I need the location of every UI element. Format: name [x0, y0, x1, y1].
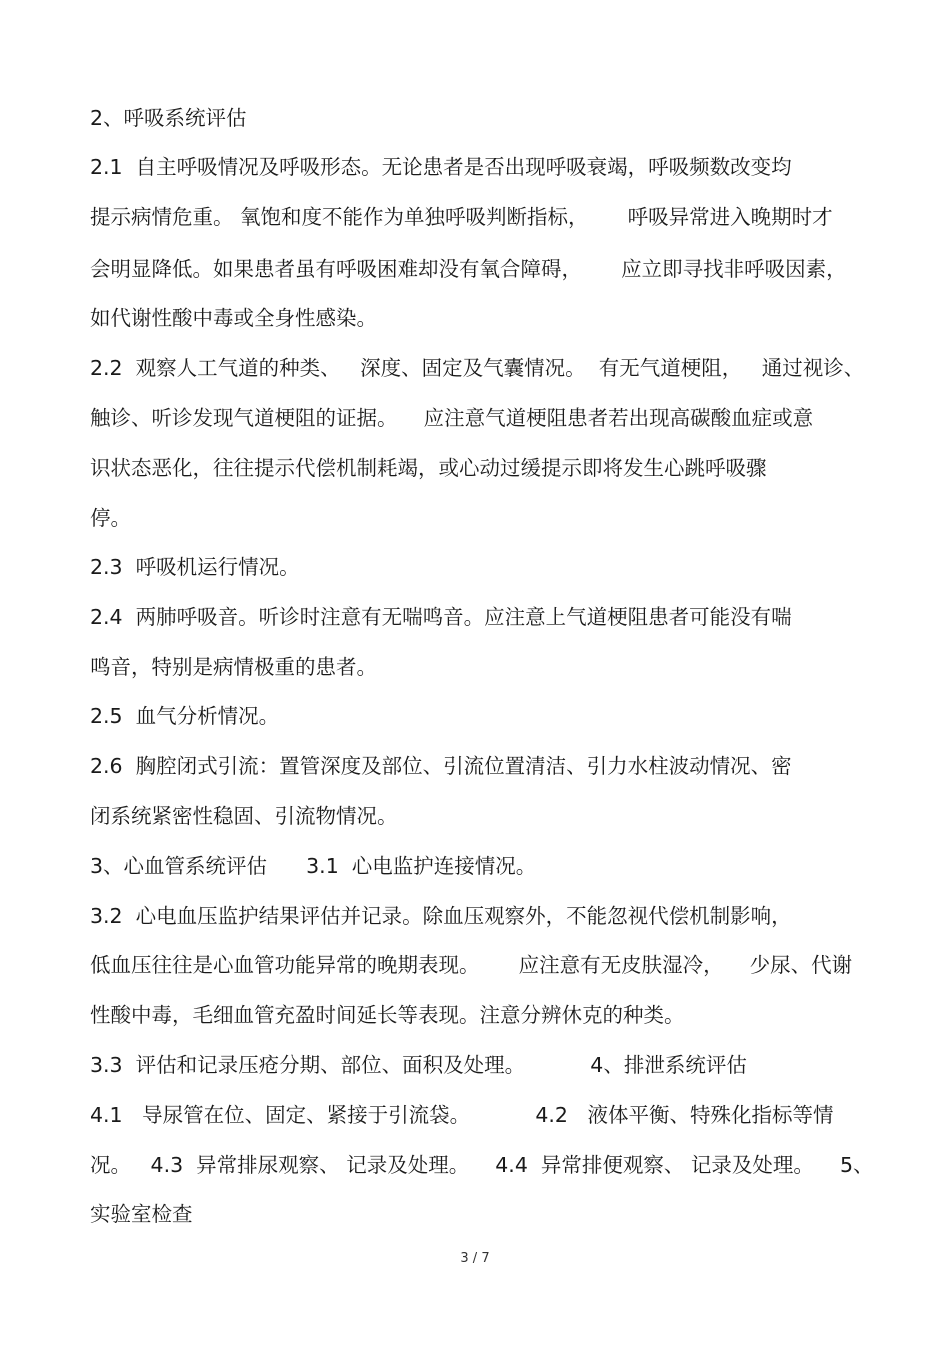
- text-line: 4.1 导尿管在位、固定、紧接于引流袋。 4.2 液体平衡、特殊化指标等情: [90, 1103, 834, 1127]
- text-line: 性酸中毒，毛细血管充盈时间延长等表现。注意分辨休克的种类。: [90, 1003, 685, 1027]
- text-line: 3.3 评估和记录压疮分期、部位、面积及处理。 4、排泄系统评估: [90, 1053, 747, 1077]
- text-line: 鸣音，特别是病情极重的患者。: [90, 655, 377, 679]
- text-line: 2.2 观察人工气道的种类、 深度、固定及气囊情况。 有无气道梗阻， 通过视诊、: [90, 356, 865, 380]
- section-heading: 2、呼吸系统评估: [90, 106, 247, 130]
- text-line: 如代谢性酸中毒或全身性感染。: [90, 306, 377, 330]
- section-heading: 3、心血管系统评估 3.1 心电监护连接情况。: [90, 854, 537, 878]
- text-line: 况。 4.3 异常排尿观察、 记录及处理。 4.4 异常排便观察、 记录及处理。 5、: [90, 1153, 874, 1177]
- text-line: 触诊、听诊发现气道梗阻的证据。 应注意气道梗阻患者若出现高碳酸血症或意: [90, 406, 814, 430]
- text-line: 闭系统紧密性稳固、引流物情况。: [90, 804, 398, 828]
- text-line: 会明显降低。如果患者虽有呼吸困难却没有氧合障碍， 应立即寻找非呼吸因素，: [90, 257, 847, 281]
- page-number: 3 / 7: [460, 1251, 490, 1266]
- text-line: 2.5 血气分析情况。: [90, 704, 280, 728]
- text-line: 识状态恶化，往往提示代偿机制耗竭，或心动过缓提示即将发生心跳呼吸骤: [90, 456, 767, 480]
- text-line: 实验室检查: [90, 1202, 193, 1226]
- text-line: 2.4 两肺呼吸音。听诊时注意有无喘鸣音。应注意上气道梗阻患者可能没有喘: [90, 605, 792, 629]
- text-line: 2.6 胸腔闭式引流：置管深度及部位、引流位置清洁、引力水柱波动情况、密: [90, 754, 792, 778]
- text-line: 提示病情危重。 氧饱和度不能作为单独呼吸判断指标， 呼吸异常进入晚期时才: [90, 205, 833, 229]
- text-line: 3.2 心电血压监护结果评估并记录。除血压观察外，不能忽视代偿机制影响，: [90, 904, 792, 928]
- text-line: 2.1 自主呼吸情况及呼吸形态。无论患者是否出现呼吸衰竭，呼吸频数改变均: [90, 155, 792, 179]
- text-line: 低血压往往是心血管功能异常的晚期表现。 应注意有无皮肤湿冷， 少尿、代谢: [90, 953, 853, 977]
- text-line: 2.3 呼吸机运行情况。: [90, 555, 300, 579]
- text-line: 停。: [90, 506, 131, 530]
